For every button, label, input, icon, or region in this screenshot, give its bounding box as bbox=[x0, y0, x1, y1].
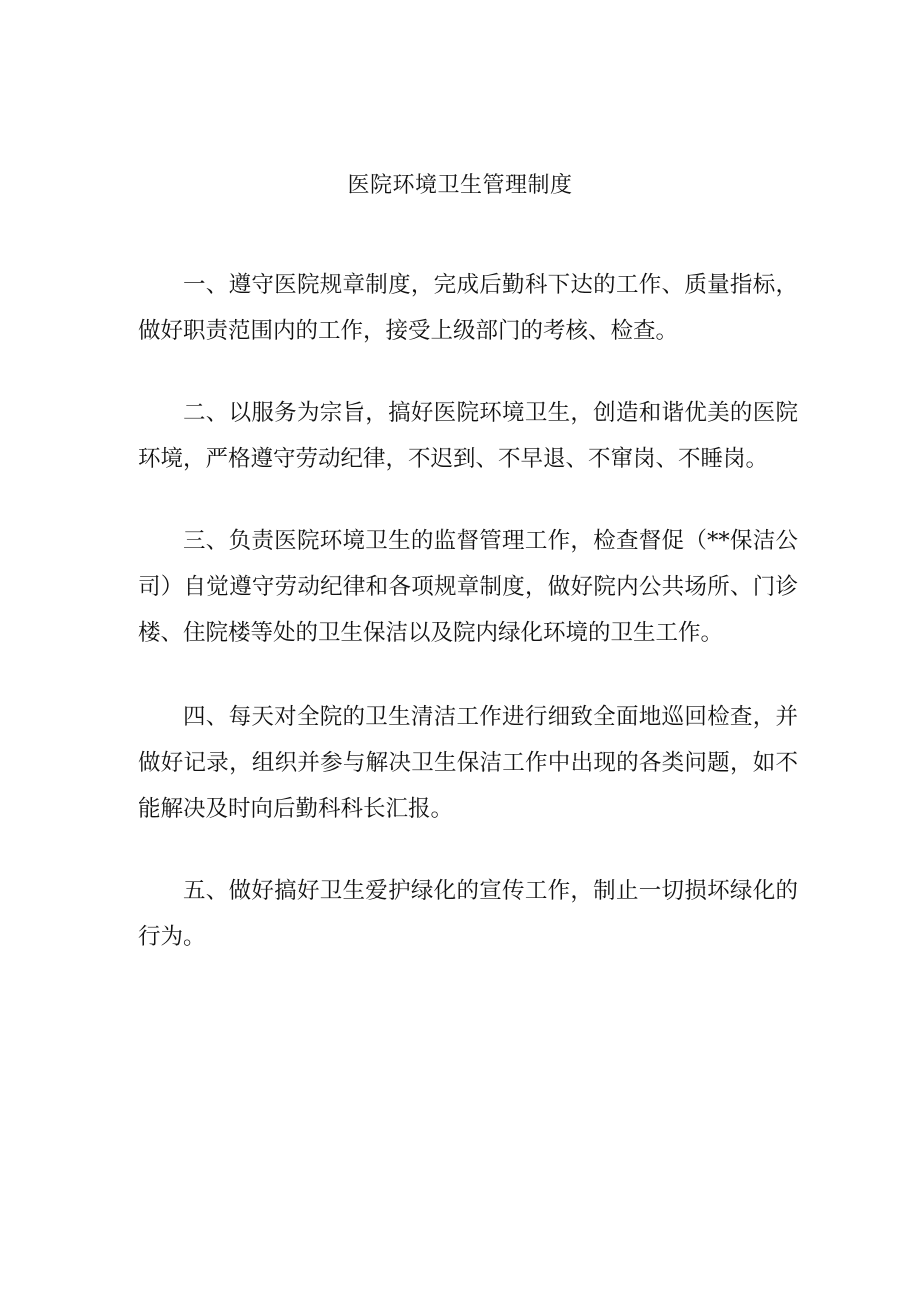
document-title: 医院环境卫生管理制度 bbox=[347, 173, 573, 198]
paragraph-2: 二、以服务为宗旨，搞好医院环境卫生，创造和谐优美的医院环境，严格遵守劳动纪律，不迟到、不早退、不窜岗、不睡岗。 bbox=[138, 400, 798, 472]
paragraph-5: 五、做好搞好卫生爱护绿化的宣传工作，制止一切损坏绿化的行为。 bbox=[138, 878, 798, 950]
paragraph-4: 四、每天对全院的卫生清洁工作进行细致全面地巡回检查，并做好记录，组织并参与解决卫生保洁工作中出现的各类问题，如不能解决及时向后勤科科长汇报。 bbox=[138, 704, 798, 822]
paragraph-3: 三、负责医院环境卫生的监督管理工作，检查督促（**保洁公司）自觉遵守劳动纪律和各项规章制度，做好院内公共场所、门诊楼、住院楼等处的卫生保洁以及院内绿化环境的卫生工作。 bbox=[138, 528, 798, 646]
paragraph-1: 一、遵守医院规章制度，完成后勤科下达的工作、质量指标，做好职责范围内的工作，接受上级部门的考核、检查。 bbox=[138, 272, 798, 344]
